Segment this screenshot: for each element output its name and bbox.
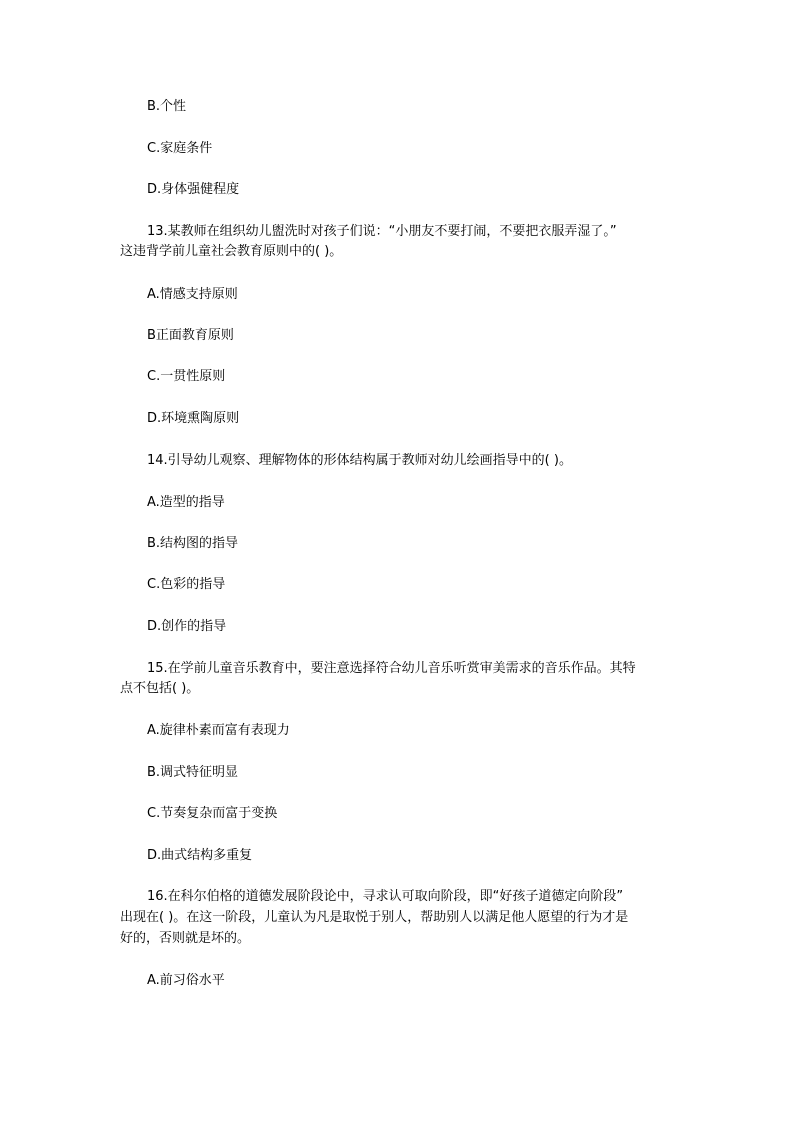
- question-16-line-2: 出现在( )。在这一阶段，儿童认为凡是取悦于别人，帮助别人以满足他人愿望的行为才是: [120, 910, 629, 925]
- question-16-line-3: 好的，否则就是坏的。: [120, 931, 251, 946]
- option-c-consistency: C.一贯性原则: [147, 369, 226, 384]
- question-15-line-1: 15.在学前儿童音乐教育中，要注意选择符合幼儿音乐听赏审美需求的音乐作品。其特: [147, 661, 636, 676]
- option-b-personality: B.个性: [147, 99, 187, 114]
- option-d-form: D.曲式结构多重复: [147, 848, 253, 863]
- option-b-mode: B.调式特征明显: [147, 765, 239, 780]
- option-a-preconventional: A.前习俗水平: [147, 973, 225, 988]
- question-13-line-2: 这违背学前儿童社会教育原则中的( )。: [120, 244, 343, 259]
- option-b-positive-education: B正面教育原则: [147, 328, 234, 343]
- option-d-physical-health: D.身体强健程度: [147, 182, 240, 197]
- question-16-line-1: 16.在科尔伯格的道德发展阶段论中，寻求认可取向阶段，即“好孩子道德定向阶段”: [147, 889, 624, 904]
- question-13-line-1: 13.某教师在组织幼儿盥洗时对孩子们说：“小朋友不要打闹，不要把衣服弄湿了。”: [147, 224, 617, 239]
- option-d-environment: D.环境熏陶原则: [147, 411, 240, 426]
- option-a-emotional-support: A.情感支持原则: [147, 287, 238, 302]
- option-a-modeling: A.造型的指导: [147, 495, 225, 510]
- option-c-color: C.色彩的指导: [147, 577, 226, 592]
- question-15-line-2: 点不包括( )。: [120, 681, 200, 696]
- option-a-melody: A.旋律朴素而富有表现力: [147, 723, 290, 738]
- option-b-structure-diagram: B.结构图的指导: [147, 536, 239, 551]
- option-d-creation: D.创作的指导: [147, 619, 227, 634]
- question-14-line-1: 14.引导幼儿观察、理解物体的形体结构属于教师对幼儿绘画指导中的( )。: [147, 453, 572, 468]
- option-c-rhythm: C.节奏复杂而富于变换: [147, 806, 278, 821]
- option-c-family-conditions: C.家庭条件: [147, 141, 213, 156]
